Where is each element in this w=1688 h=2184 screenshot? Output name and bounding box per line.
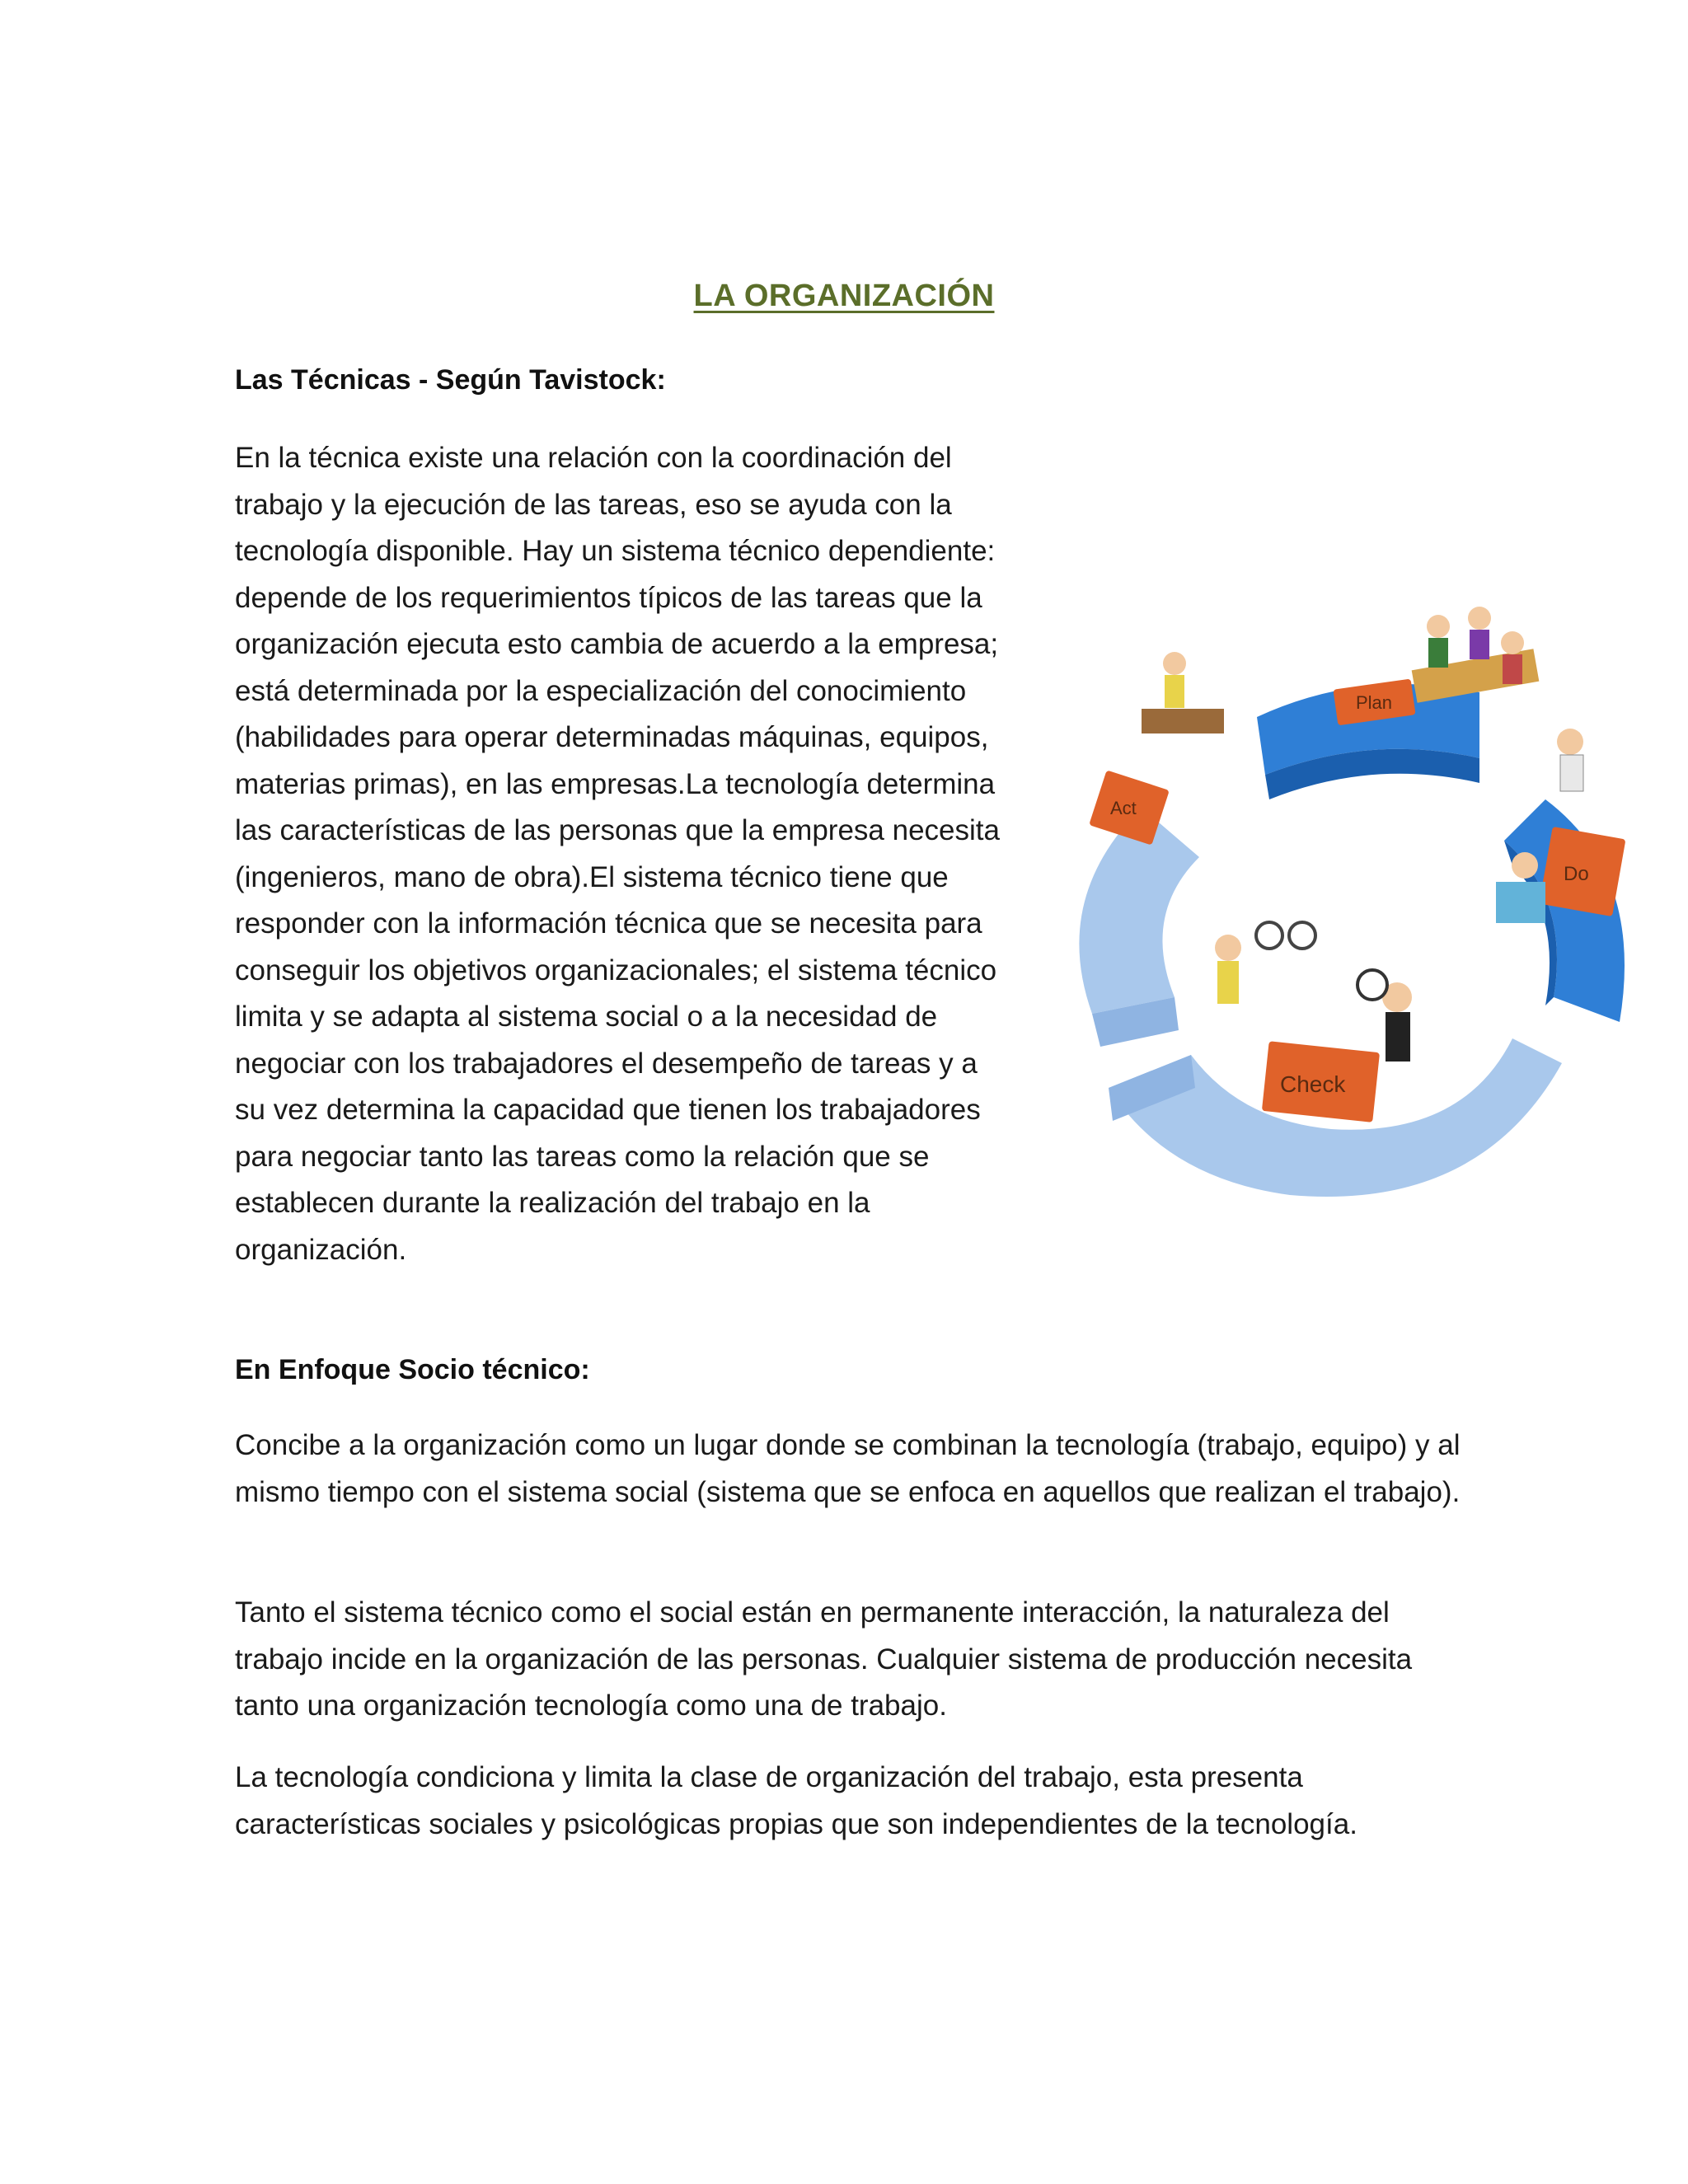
page-title: LA ORGANIZACIÓN xyxy=(693,279,995,313)
label-act: Act xyxy=(1110,798,1137,818)
label-do: Do xyxy=(1564,863,1589,885)
paragraph-condiciona: La tecnología condiciona y limita la clase de organización del trabajo, esta presenta características sociales y psicológicas propias que son independientes de la tecnología. xyxy=(235,1761,1357,1840)
section-heading-tavistock: Las Técnicas - Según Tavistock: xyxy=(235,364,666,396)
paragraph-concibe: Concibe a la organización como un lugar donde se combinan la tecnología (trabajo, equipo) y al mismo tiempo con el sistema social (sistema que se enfoca en aquellos que realizan el trabajo). xyxy=(235,1429,1461,1508)
label-plan: Plan xyxy=(1356,692,1393,713)
paragraph-tecnicas: En la técnica existe una relación con la coordinación del trabajo y la ejecución de las tareas, eso se ayuda con la tecnología disponible. Hay un sistema técnico dependiente: depende de los requerimientos típicos de las tareas que la organización ejecuta esto cambia de acuerdo a la empresa; está determinada por la especialización del conocimiento (habilidades para operar determinadas máquinas, equipos, materias primas), en las empresas.La tecnología determina las características de las personas que la empresa necesita (ingenieros, mano de obra).El sistema técnico tiene que responder con la información técnica que se necesita para conseguir los objetivos organizacionales; el sistema técnico limita y se adapta al sistema social o a la necesidad de negociar con los trabajadores el desempeño de tareas y a su vez determina la capacidad que tienen los trabajadores para negociar tanto las tareas como la relación que se establecen durante la realización del trabajo en la organización. xyxy=(235,442,1000,1266)
pdca-cycle-illustration xyxy=(1018,486,1669,1253)
paragraph-interaccion: Tanto el sistema técnico como el social están en permanente interacción, la naturaleza del trabajo incide en la organización de las personas. Cualquier sistema de producción necesita tanto una organización tecnología como una de trabajo. xyxy=(235,1596,1413,1722)
section-heading-socio-tecnico: En Enfoque Socio técnico: xyxy=(235,1354,590,1385)
label-check: Check xyxy=(1280,1071,1346,1097)
